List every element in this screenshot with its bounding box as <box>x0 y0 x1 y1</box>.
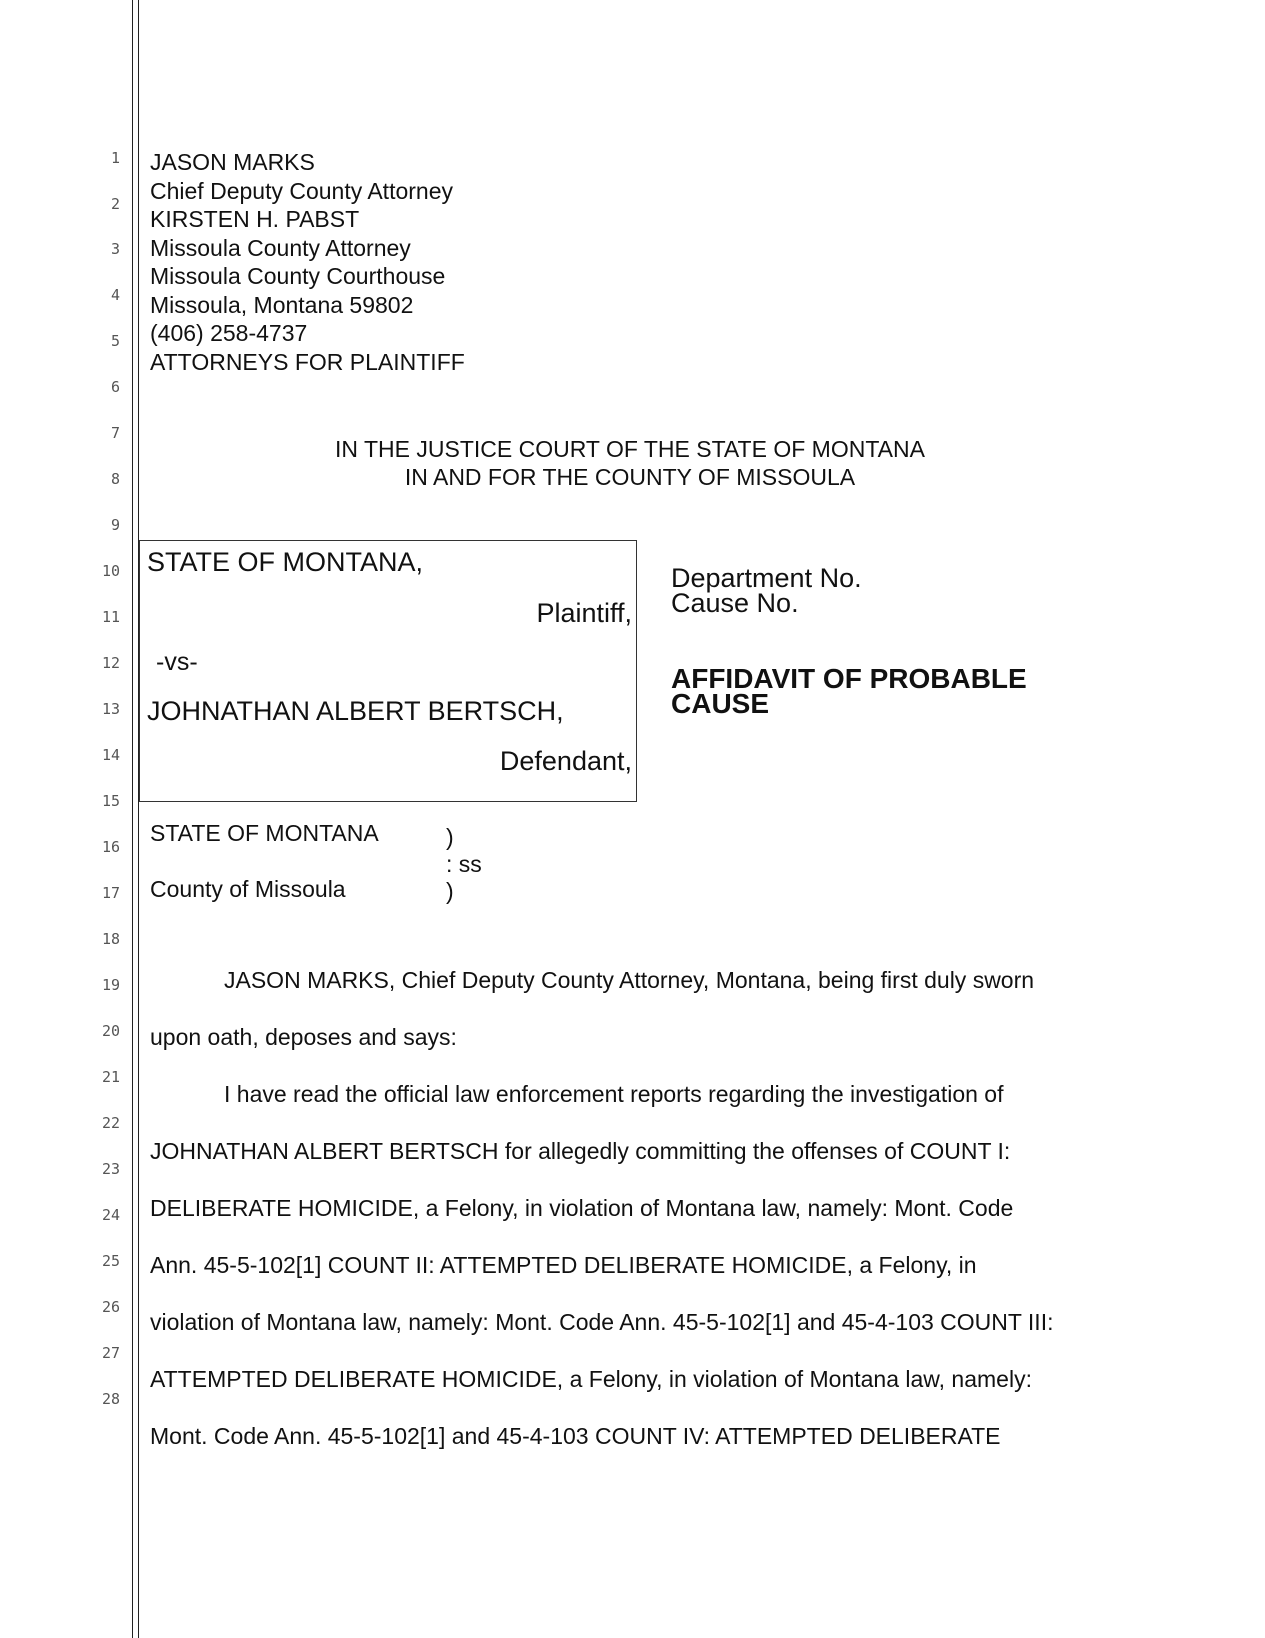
line-number: 12 <box>101 654 120 672</box>
venue-state: STATE OF MONTANA <box>150 820 379 846</box>
line-number: 26 <box>101 1298 120 1316</box>
line-number: 10 <box>101 562 120 580</box>
line-number: 8 <box>110 470 120 488</box>
attorney-block <box>150 148 465 376</box>
line-number: 3 <box>110 240 120 258</box>
line-number: 1 <box>110 149 120 167</box>
court-heading <box>150 435 1110 491</box>
body-line: JOHNATHAN ALBERT BERTSCH for allegedly committing the offenses of COUNT I: <box>150 1138 1011 1164</box>
line-number: 25 <box>101 1252 120 1270</box>
affidavit-body <box>150 952 1150 1465</box>
left-margin-rule <box>132 0 133 1638</box>
line-number: 18 <box>101 930 120 948</box>
attorney-line: Missoula, Montana 59802 <box>150 291 414 318</box>
defendant-label: Defendant, <box>499 746 632 776</box>
line-number: 11 <box>101 608 120 626</box>
body-line: I have read the official law enforcement reports regarding the investigation of <box>224 1081 1004 1107</box>
line-number: 5 <box>110 332 120 350</box>
line-number: 2 <box>110 195 120 213</box>
attorney-line: (406) 258-4737 <box>150 320 308 346</box>
body-line: JASON MARKS, Chief Deputy County Attorney, Montana, being first duly sworn <box>224 967 1035 993</box>
attorney-line: Missoula County Attorney <box>150 234 411 261</box>
attorney-line: KIRSTEN H. PABST <box>150 206 360 232</box>
attorney-line: JASON MARKS <box>150 149 315 175</box>
attorney-line: ATTORNEYS FOR PLAINTIFF <box>150 348 465 375</box>
pleading-line-numbers <box>60 0 120 1638</box>
line-number: 6 <box>110 378 120 396</box>
body-line: ATTEMPTED DELIBERATE HOMICIDE, a Felony, in violation of Montana law, namely: <box>150 1366 1032 1392</box>
line-number: 14 <box>101 746 120 764</box>
body-line: Mont. Code Ann. 45-5-102[1] and 45-4-103 COUNT IV: ATTEMPTED DELIBERATE <box>150 1423 1001 1449</box>
versus-label: -vs- <box>156 648 198 676</box>
document-title: AFFIDAVIT OF PROBABLE CAUSE <box>671 663 1027 719</box>
case-caption-box <box>139 540 637 802</box>
line-number: 21 <box>101 1068 120 1086</box>
line-number: 9 <box>110 516 120 534</box>
venue-ss: : ss <box>446 851 482 877</box>
line-number: 17 <box>101 884 120 902</box>
cause-number: Cause No. <box>671 588 799 618</box>
defendant-name: JOHNATHAN ALBERT BERTSCH, <box>147 696 564 726</box>
venue-paren-close: ) <box>446 878 454 904</box>
line-number: 22 <box>101 1114 120 1132</box>
body-line: DELIBERATE HOMICIDE, a Felony, in violation of Montana law, namely: Mont. Code <box>150 1195 1014 1221</box>
court-county: IN AND FOR THE COUNTY OF MISSOULA <box>404 464 856 490</box>
case-info <box>671 563 862 618</box>
line-number: 19 <box>101 976 120 994</box>
line-number: 23 <box>101 1160 120 1178</box>
court-name: IN THE JUSTICE COURT OF THE STATE OF MONTANA <box>335 436 925 462</box>
venue-paren-open: ) <box>446 824 454 850</box>
attorney-line: Missoula County Courthouse <box>150 263 446 289</box>
body-line: violation of Montana law, namely: Mont. Code Ann. 45-5-102[1] and 45-4-103 COUNT III: <box>150 1309 1054 1335</box>
line-number: 28 <box>101 1390 120 1408</box>
plaintiff-name: STATE OF MONTANA, <box>147 547 423 577</box>
line-number: 4 <box>110 286 120 304</box>
line-number: 24 <box>101 1206 120 1224</box>
line-number: 13 <box>101 700 120 718</box>
line-number: 7 <box>110 424 120 442</box>
line-number: 20 <box>101 1022 120 1040</box>
plaintiff-label: Plaintiff, <box>536 598 632 628</box>
venue-county: County of Missoula <box>150 876 346 902</box>
body-line: Ann. 45-5-102[1] COUNT II: ATTEMPTED DELIBERATE HOMICIDE, a Felony, in <box>150 1252 977 1278</box>
attorney-line: Chief Deputy County Attorney <box>150 177 453 204</box>
line-number: 15 <box>101 792 120 810</box>
left-margin-rule-inner <box>138 0 139 1638</box>
line-number: 27 <box>101 1344 120 1362</box>
line-number: 16 <box>101 838 120 856</box>
body-line: upon oath, deposes and says: <box>150 1024 457 1050</box>
department-number: Department No. <box>671 563 862 593</box>
